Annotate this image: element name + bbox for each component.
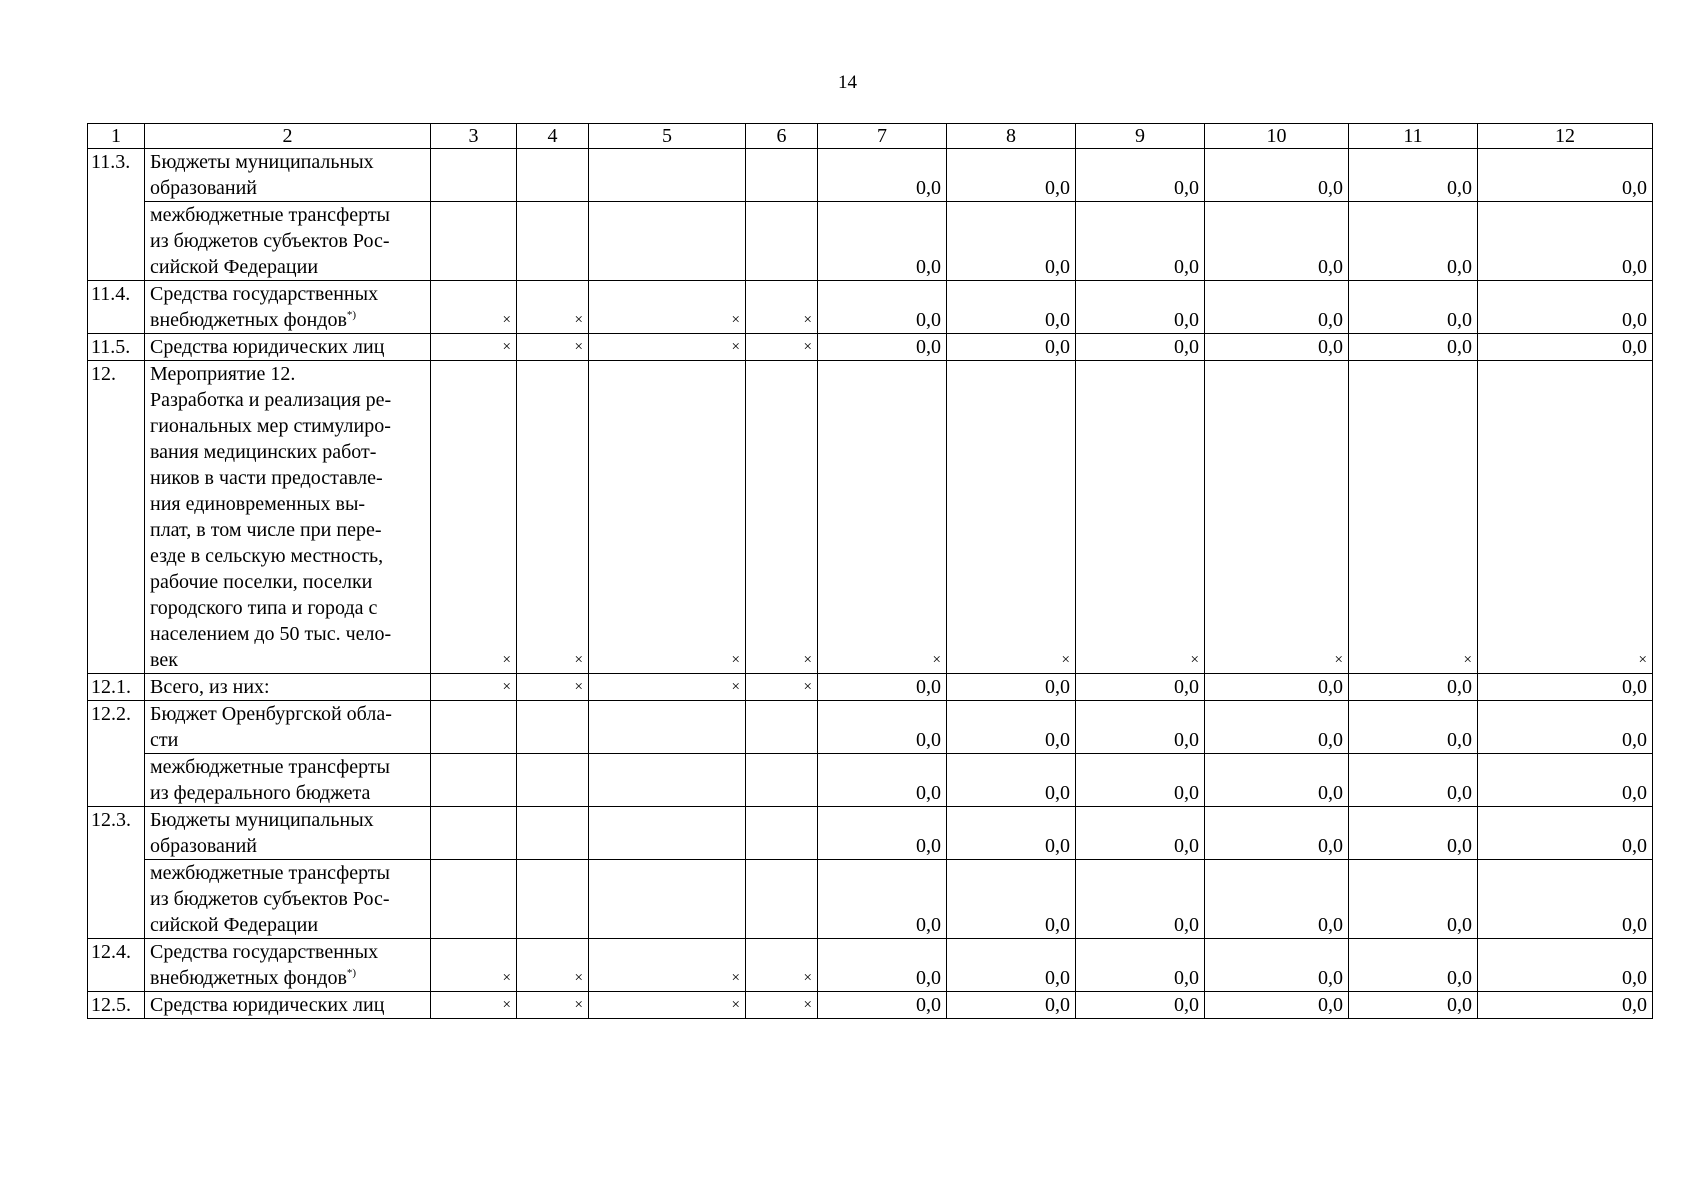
label-line: век [150,649,178,671]
cell-value: 0,0 [1349,674,1478,701]
cell-value: 0,0 [947,149,1076,202]
cell-empty [517,202,589,281]
cell-value: 0,0 [818,860,947,939]
budget-table [87,123,1653,1019]
label-line: Всего, из них: [150,676,270,698]
cell-value: 0,0 [1478,860,1653,939]
cell-empty [746,807,818,860]
cell-value: 0,0 [818,281,947,334]
cell-value: 0,0 [1478,992,1653,1019]
cell-value: 0,0 [818,149,947,202]
cell-empty [517,807,589,860]
table-row [88,701,1653,754]
cell-cross: × [1349,361,1478,674]
cell-value: 0,0 [1349,939,1478,992]
col-header: 12 [1478,124,1653,149]
cell-cross: × [1205,361,1349,674]
cell-value: 0,0 [1205,860,1349,939]
cell-value: 0,0 [1076,674,1205,701]
cell-value: 0,0 [1076,807,1205,860]
cell-cross: × [818,361,947,674]
cell-value: 0,0 [1205,281,1349,334]
cell-value: 0,0 [1205,754,1349,807]
cell-value: 0,0 [947,281,1076,334]
cell-empty [746,860,818,939]
table-row [88,860,1653,939]
cell-value: 0,0 [1478,334,1653,361]
cell-empty [589,701,746,754]
row-label [145,860,431,939]
cell-cross: × [431,992,517,1019]
label-text: внебюджетных фондов [150,967,347,989]
label-line: образований [150,835,258,857]
row-label [145,992,431,1019]
cell-cross: × [589,674,746,701]
cell-value: 0,0 [1205,674,1349,701]
cell-value: 0,0 [1349,149,1478,202]
table-row [88,674,1653,701]
cell-cross: × [589,281,746,334]
label-line: Средства государственных [150,283,379,305]
cell-empty [431,202,517,281]
cell-value: 0,0 [1478,149,1653,202]
cell-value: 0,0 [1076,992,1205,1019]
table-row [88,754,1653,807]
cell-value: 0,0 [1349,992,1478,1019]
cell-value: 0,0 [1205,202,1349,281]
cell-empty [431,860,517,939]
cell-empty [589,149,746,202]
cell-value: 0,0 [1205,807,1349,860]
cell-empty [746,754,818,807]
cell-value: 0,0 [1076,860,1205,939]
cell-value: 0,0 [1076,701,1205,754]
table-row [88,334,1653,361]
row-label [145,674,431,701]
cell-value: 0,0 [1205,701,1349,754]
cell-empty [589,202,746,281]
cell-empty [746,149,818,202]
cell-value: 0,0 [818,334,947,361]
cell-cross: × [746,334,818,361]
cell-cross: × [431,939,517,992]
cell-cross: × [947,361,1076,674]
label-line: Разработка и реализация ре- [150,389,392,411]
cell-cross: × [1478,361,1653,674]
cell-empty [589,754,746,807]
cell-value: 0,0 [818,992,947,1019]
cell-value: 0,0 [1349,807,1478,860]
col-header: 6 [746,124,818,149]
cell-cross: × [517,992,589,1019]
label-line: ников в части предоставле- [150,467,383,489]
row-number: 12.2. [88,701,145,807]
cell-cross: × [746,992,818,1019]
table-row [88,149,1653,202]
col-header: 3 [431,124,517,149]
cell-cross: × [517,334,589,361]
page-number: 14 [838,72,857,93]
table-row [88,281,1653,334]
cell-value: 0,0 [1076,754,1205,807]
cell-value: 0,0 [1205,149,1349,202]
label-line: образований [150,177,258,199]
cell-cross: × [589,334,746,361]
cell-value: 0,0 [818,202,947,281]
cell-value: 0,0 [818,754,947,807]
cell-cross: × [589,361,746,674]
cell-cross: × [431,674,517,701]
cell-value: 0,0 [1478,674,1653,701]
row-number: 12.4. [88,939,145,992]
row-label [145,202,431,281]
row-number: 11.3. [88,149,145,281]
label-line [150,307,425,333]
row-number: 12.1. [88,674,145,701]
row-label [145,807,431,860]
footnote-mark: *) [346,309,357,321]
cell-value: 0,0 [1205,939,1349,992]
cell-value: 0,0 [1349,281,1478,334]
label-line: сти [150,729,179,751]
cell-empty [431,754,517,807]
cell-value: 0,0 [1349,754,1478,807]
cell-value: 0,0 [1478,754,1653,807]
cell-value: 0,0 [818,701,947,754]
footnote-mark: *) [346,967,357,979]
cell-value: 0,0 [1478,202,1653,281]
label-line: вания медицинских работ- [150,441,377,463]
cell-cross: × [517,361,589,674]
cell-value: 0,0 [1205,334,1349,361]
label-line: Бюджет Оренбургской обла- [150,703,392,725]
row-number: 12. [88,361,145,674]
cell-value: 0,0 [818,939,947,992]
cell-cross: × [517,674,589,701]
label-text: внебюджетных фондов [150,309,347,331]
label-line: Средства юридических лиц [150,336,385,358]
label-line: межбюджетные трансферты [150,756,390,778]
cell-cross: × [746,939,818,992]
row-label [145,281,431,334]
cell-value: 0,0 [818,674,947,701]
cell-empty [431,149,517,202]
cell-cross: × [517,281,589,334]
label-line: плат, в том числе при пере- [150,519,382,541]
cell-value: 0,0 [1349,701,1478,754]
cell-value: 0,0 [1478,701,1653,754]
cell-cross: × [431,361,517,674]
label-line: Средства государственных [150,941,379,963]
label-line: ния единовременных вы- [150,493,366,515]
label-line: межбюджетные трансферты [150,204,390,226]
cell-cross: × [517,939,589,992]
cell-value: 0,0 [1349,202,1478,281]
cell-value: 0,0 [947,992,1076,1019]
cell-cross: × [589,992,746,1019]
col-header: 1 [88,124,145,149]
cell-value: 0,0 [947,202,1076,281]
cell-value: 0,0 [1478,281,1653,334]
cell-empty [517,149,589,202]
row-label [145,701,431,754]
label-line: межбюджетные трансферты [150,862,390,884]
cell-empty [517,754,589,807]
cell-value: 0,0 [818,807,947,860]
cell-cross: × [431,334,517,361]
col-header: 8 [947,124,1076,149]
table-row [88,202,1653,281]
label-line: Бюджеты муниципальных [150,151,374,173]
cell-cross: × [746,361,818,674]
cell-value: 0,0 [1349,860,1478,939]
table-row [88,939,1653,992]
row-label [145,754,431,807]
cell-value: 0,0 [947,334,1076,361]
row-label [145,149,431,202]
cell-value: 0,0 [1205,992,1349,1019]
row-label [145,361,431,674]
cell-cross: × [746,281,818,334]
label-line: езде в сельскую местность, [150,545,384,567]
label-line: из бюджетов субъектов Рос- [150,888,390,910]
col-header: 5 [589,124,746,149]
label-line: рабочие поселки, поселки [150,571,373,593]
row-number: 11.5. [88,334,145,361]
cell-value: 0,0 [1076,149,1205,202]
cell-cross: × [1076,361,1205,674]
cell-value: 0,0 [1478,807,1653,860]
cell-empty [589,807,746,860]
cell-value: 0,0 [1349,334,1478,361]
label-line: из федерального бюджета [150,782,371,804]
row-label [145,939,431,992]
label-line: Бюджеты муниципальных [150,809,374,831]
cell-value: 0,0 [947,807,1076,860]
label-line: сийской Федерации [150,914,319,936]
table-row [88,992,1653,1019]
cell-empty [746,701,818,754]
row-label [145,334,431,361]
cell-value: 0,0 [1076,281,1205,334]
cell-empty [589,860,746,939]
label-line: из бюджетов субъектов Рос- [150,230,390,252]
col-header: 9 [1076,124,1205,149]
cell-value: 0,0 [947,674,1076,701]
label-line: Средства юридических лиц [150,994,385,1016]
table-row [88,361,1653,674]
label-line: Мероприятие 12. [150,363,296,385]
cell-value: 0,0 [947,939,1076,992]
cell-cross: × [746,674,818,701]
header-row [88,124,1653,149]
cell-value: 0,0 [1076,202,1205,281]
label-line [150,965,425,991]
cell-value: 0,0 [947,754,1076,807]
col-header: 11 [1349,124,1478,149]
col-header: 2 [145,124,431,149]
cell-empty [746,202,818,281]
cell-value: 0,0 [947,701,1076,754]
cell-value: 0,0 [947,860,1076,939]
col-header: 10 [1205,124,1349,149]
col-header: 7 [818,124,947,149]
cell-empty [517,860,589,939]
cell-value: 0,0 [1076,334,1205,361]
label-line: сийской Федерации [150,256,319,278]
cell-value: 0,0 [1478,939,1653,992]
cell-cross: × [431,281,517,334]
cell-cross: × [589,939,746,992]
cell-empty [517,701,589,754]
cell-value: 0,0 [1076,939,1205,992]
col-header: 4 [517,124,589,149]
cell-empty [431,807,517,860]
row-number: 12.3. [88,807,145,939]
label-line: городского типа и города с [150,597,378,619]
row-number: 12.5. [88,992,145,1019]
row-number: 11.4. [88,281,145,334]
label-line: гиональных мер стимулиро- [150,415,391,437]
table-row [88,807,1653,860]
cell-empty [431,701,517,754]
label-line: населением до 50 тыс. чело- [150,623,392,645]
